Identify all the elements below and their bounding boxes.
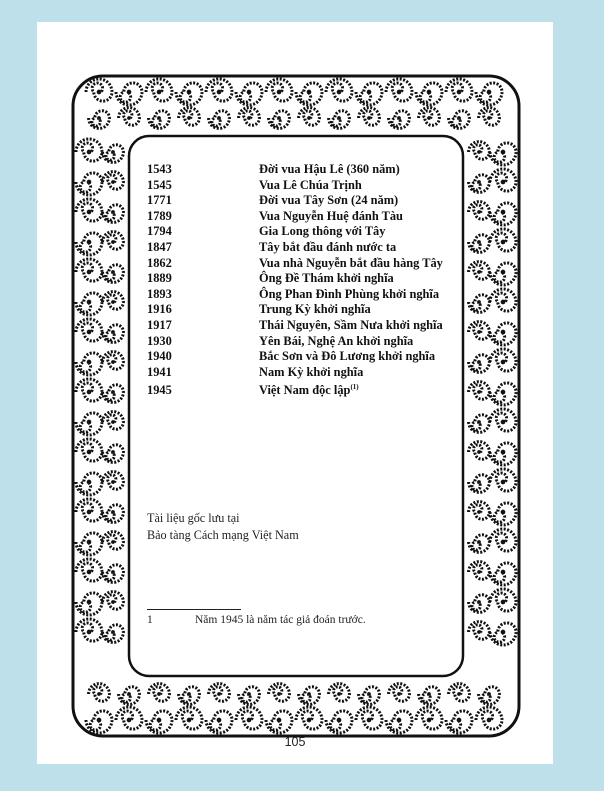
timeline-row <box>147 383 467 399</box>
page-number: 105 <box>284 735 306 749</box>
timeline-event: Vua Lê Chúa Trịnh <box>259 177 362 192</box>
timeline-event: Trung Kỳ khởi nghĩa <box>259 302 371 317</box>
timeline-year: 1940 <box>147 349 172 364</box>
timeline-year: 1945 <box>147 383 172 398</box>
timeline-row <box>147 209 467 225</box>
timeline-row <box>147 240 467 256</box>
timeline-event: Vua Nguyễn Huệ đánh Tàu <box>259 208 403 223</box>
timeline-row <box>147 349 467 365</box>
timeline-year: 1789 <box>147 208 172 223</box>
timeline-year: 1771 <box>147 193 172 208</box>
timeline-year: 1543 <box>147 162 172 176</box>
timeline-year: 1545 <box>147 177 172 192</box>
timeline-row <box>147 287 467 303</box>
timeline-year: 1794 <box>147 224 172 239</box>
timeline-row <box>147 271 467 287</box>
timeline-row <box>147 302 467 318</box>
timeline-event: Ông Đề Thám khởi nghĩa <box>259 271 394 286</box>
footnote-divider <box>147 609 241 610</box>
timeline-year: 1916 <box>147 302 172 317</box>
timeline-row <box>147 334 467 350</box>
timeline-row <box>147 224 467 240</box>
timeline-event: Yên Bái, Nghệ An khởi nghĩa <box>259 333 414 348</box>
timeline-event: Tây bắt đầu đánh nước ta <box>259 239 397 254</box>
timeline-event: Vua nhà Nguyễn bắt đầu hàng Tây <box>259 255 443 270</box>
timeline-year: 1862 <box>147 255 172 270</box>
timeline-event: Nam Kỳ khởi nghĩa <box>259 364 364 379</box>
timeline-list <box>147 162 467 399</box>
timeline-row <box>147 193 467 209</box>
timeline-event: Đời vua Hậu Lê (360 năm) <box>259 162 400 176</box>
timeline-row <box>147 178 467 194</box>
timeline-event: Thái Nguyên, Sầm Nưa khởi nghĩa <box>259 317 443 332</box>
timeline-event: Bắc Sơn và Đô Lương khởi nghĩa <box>259 349 436 364</box>
timeline-year: 1941 <box>147 364 172 379</box>
footnote <box>147 614 366 626</box>
timeline-event: Gia Long thông với Tây <box>259 224 386 239</box>
timeline-row <box>147 318 467 334</box>
source-line: Bảo tàng Cách mạng Việt Nam <box>147 528 299 542</box>
book-page <box>37 22 553 764</box>
source-note <box>147 510 299 544</box>
timeline-event: Ông Phan Đình Phùng khởi nghĩa <box>259 286 440 301</box>
timeline-row <box>147 162 467 178</box>
timeline-row <box>147 256 467 272</box>
timeline-event: Đời vua Tây Sơn (24 năm) <box>259 193 399 208</box>
footnote-number: 1 <box>147 614 153 626</box>
timeline-year: 1847 <box>147 239 172 254</box>
source-line: Tài liệu gốc lưu tại <box>147 511 240 525</box>
timeline-event-text: Việt Nam độc lập <box>259 383 351 398</box>
timeline-event <box>259 383 467 399</box>
timeline-year: 1893 <box>147 286 172 301</box>
timeline-year: 1917 <box>147 317 172 332</box>
footnote-text: Năm 1945 là năm tác giả đoán trước. <box>195 614 366 626</box>
timeline-year: 1930 <box>147 333 172 348</box>
timeline-row <box>147 365 467 381</box>
footnote-reference: (1) <box>350 383 359 392</box>
timeline-year: 1889 <box>147 271 172 286</box>
